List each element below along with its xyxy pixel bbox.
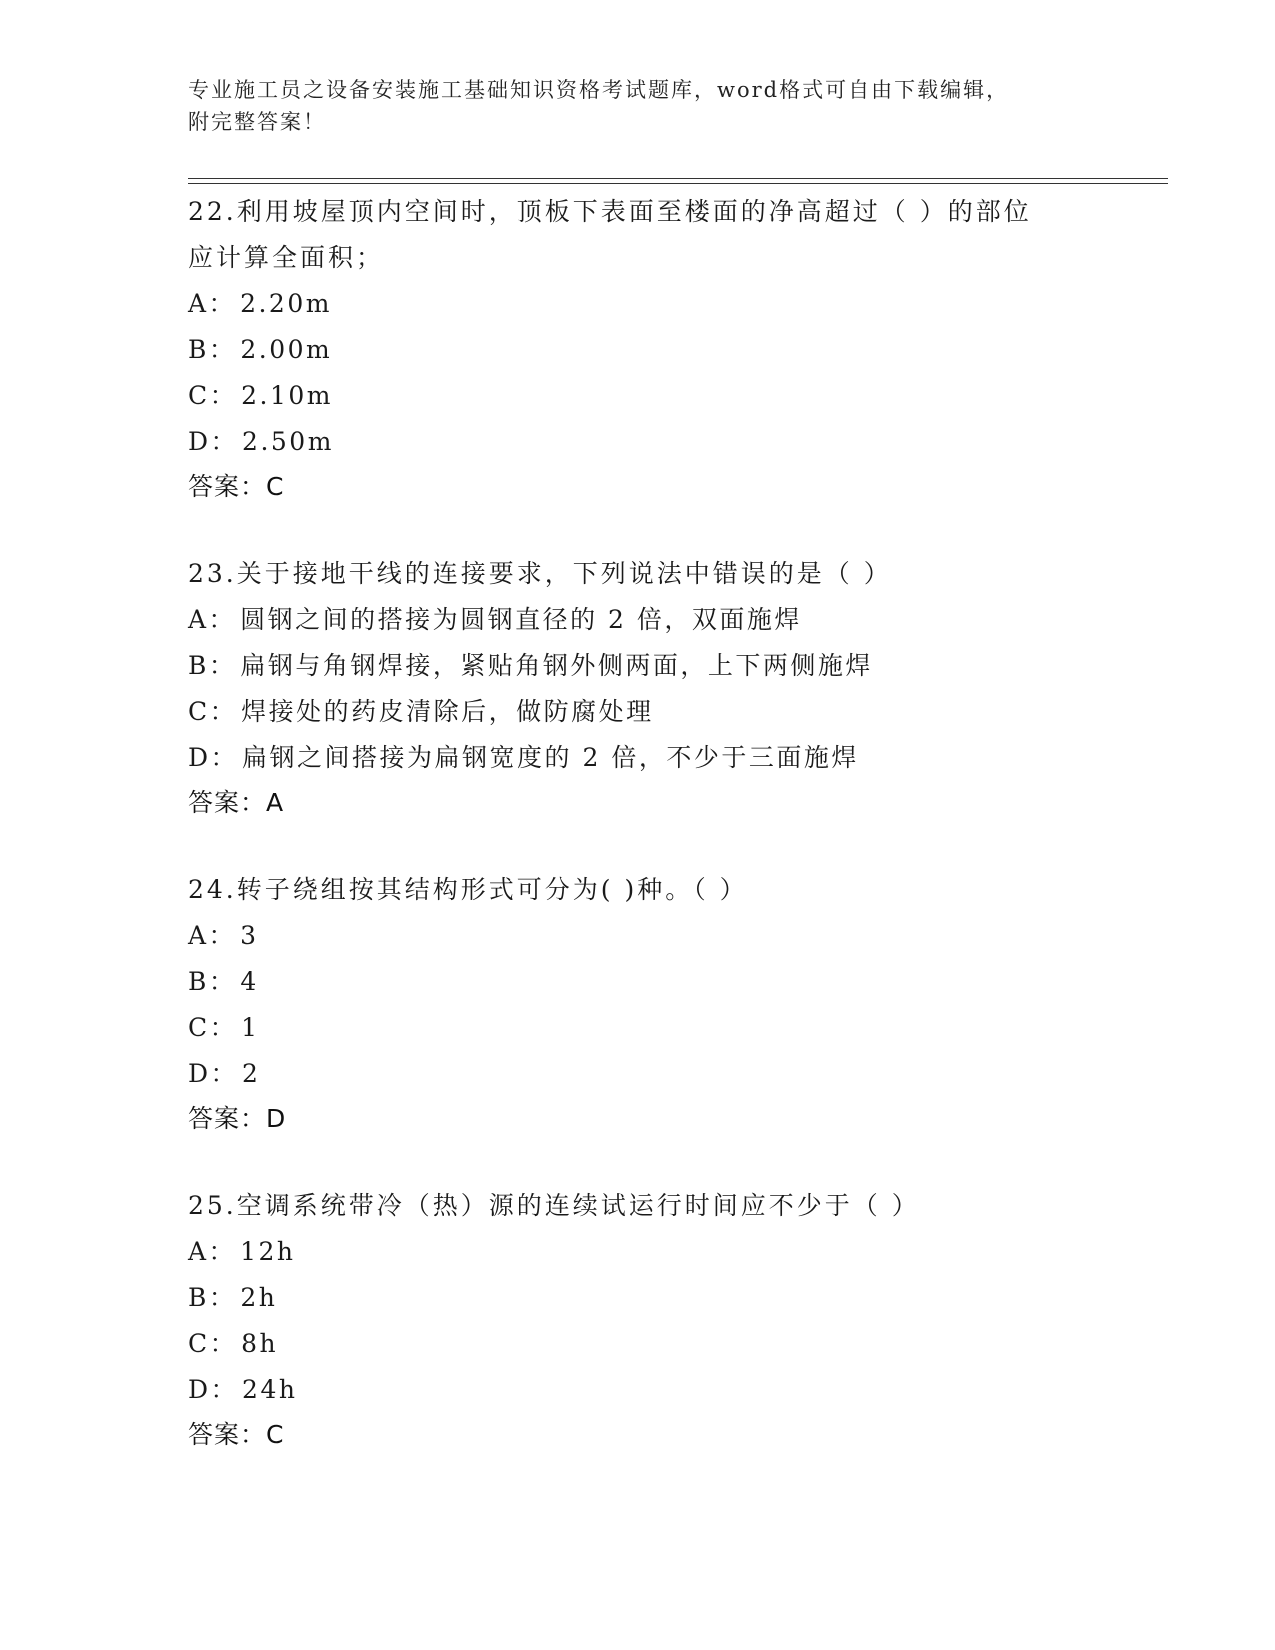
option-key: A：	[188, 1237, 237, 1266]
question-stem-line: 应计算全面积；	[188, 243, 385, 272]
option-text: 焊接处的药皮清除后，做防腐处理	[241, 697, 654, 726]
question-stem-line: 22.利用坡屋顶内空间时，顶板下表面至楼面的净高超过（ ）的部位	[188, 197, 1032, 226]
option-key: A：	[188, 921, 237, 950]
document-header	[188, 74, 1068, 138]
option-text: 4	[240, 967, 259, 996]
answer-label: 答案：	[188, 1420, 267, 1449]
question-stem	[188, 867, 1088, 913]
question-stem-line: 24.转子绕组按其结构形式可分为( )种。（ ）	[188, 875, 748, 904]
option-key: D：	[188, 743, 239, 772]
option-text: 2.20m	[240, 289, 332, 318]
option-text: 2.00m	[240, 335, 333, 364]
header-line-1: 专业施工员之设备安装施工基础知识资格考试题库，word格式可自由下载编辑，	[188, 78, 1010, 102]
question-stem-line: 25.空调系统带冷（热）源的连续试运行时间应不少于（ ）	[188, 1191, 920, 1220]
question-stem	[188, 1183, 1088, 1229]
option-c	[188, 373, 1148, 419]
option-a	[188, 1229, 1148, 1275]
option-key: B：	[188, 335, 237, 364]
option-text: 12h	[240, 1237, 296, 1266]
option-c	[188, 1005, 1148, 1051]
question-stem	[188, 551, 1088, 597]
option-a	[188, 913, 1148, 959]
option-b	[188, 643, 1148, 689]
option-key: C：	[188, 1329, 238, 1358]
option-key: D：	[188, 427, 239, 456]
question-list	[188, 189, 1148, 1499]
option-text: 2.10m	[241, 381, 334, 410]
option-key: D：	[188, 1059, 239, 1088]
option-d	[188, 419, 1148, 465]
option-a	[188, 281, 1148, 327]
question-23	[188, 551, 1148, 825]
option-text: 1	[241, 1013, 260, 1042]
option-b	[188, 1275, 1148, 1321]
option-key: D：	[188, 1375, 239, 1404]
option-text: 2.50m	[242, 427, 334, 456]
option-key: B：	[188, 967, 237, 996]
option-key: B：	[188, 1283, 237, 1312]
option-key: C：	[188, 1013, 238, 1042]
option-text: 圆钢之间的搭接为圆钢直径的 2 倍，双面施焊	[240, 605, 802, 634]
option-d	[188, 1367, 1148, 1413]
question-24	[188, 867, 1148, 1141]
answer-value: C	[266, 1420, 285, 1449]
answer-label: 答案：	[188, 788, 267, 817]
header-divider-top	[188, 178, 1168, 179]
question-stem-line: 23.关于接地干线的连接要求，下列说法中错误的是（ ）	[188, 559, 892, 588]
option-text: 8h	[241, 1329, 279, 1358]
option-text: 24h	[242, 1375, 298, 1404]
option-text: 扁钢与角钢焊接，紧贴角钢外侧两面，上下两侧施焊	[240, 651, 873, 680]
header-line-2: 附完整答案！	[188, 110, 326, 134]
option-c	[188, 689, 1148, 735]
option-d	[188, 1051, 1148, 1097]
option-text: 2	[242, 1059, 261, 1088]
answer-value: A	[266, 788, 285, 817]
answer-line	[188, 781, 1148, 825]
option-key: B：	[188, 651, 237, 680]
answer-line	[188, 465, 1148, 509]
option-key: C：	[188, 381, 238, 410]
option-text: 2h	[240, 1283, 278, 1312]
option-b	[188, 959, 1148, 1005]
answer-line	[188, 1413, 1148, 1457]
question-stem	[188, 189, 1088, 281]
option-key: A：	[188, 605, 237, 634]
option-text: 3	[240, 921, 259, 950]
question-22	[188, 189, 1148, 509]
option-b	[188, 327, 1148, 373]
option-d	[188, 735, 1148, 781]
option-c	[188, 1321, 1148, 1367]
option-a	[188, 597, 1148, 643]
answer-value: D	[266, 1104, 287, 1133]
option-text: 扁钢之间搭接为扁钢宽度的 2 倍，不少于三面施焊	[242, 743, 859, 772]
answer-value: C	[266, 472, 285, 501]
answer-label: 答案：	[188, 472, 267, 501]
option-key: C：	[188, 697, 238, 726]
header-divider-bottom	[188, 183, 1168, 184]
option-key: A：	[188, 289, 237, 318]
answer-line	[188, 1097, 1148, 1141]
question-25	[188, 1183, 1148, 1457]
answer-label: 答案：	[188, 1104, 267, 1133]
